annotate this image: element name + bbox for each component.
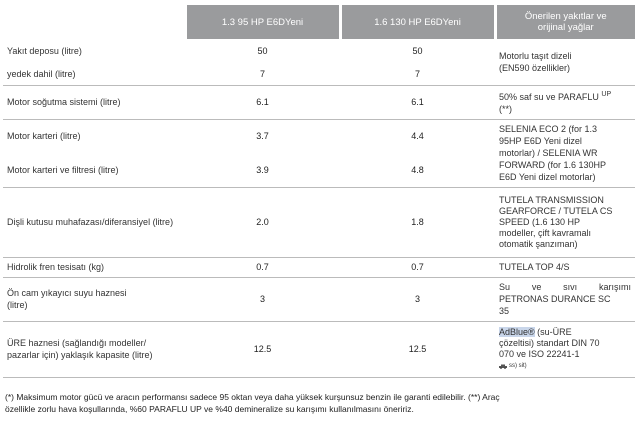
rec-washer (495, 277, 635, 321)
rec-gearbox (495, 187, 635, 257)
rec-urea-line1-rest: (su-ÜRE (534, 326, 572, 337)
value-1-6: 50 (412, 46, 423, 56)
capacities-table (3, 5, 635, 378)
value-1-6: 7 (340, 63, 495, 85)
header-recommended-line2: orijinal yağlar (537, 22, 594, 33)
value-1-3: 3 (185, 277, 340, 321)
value-1-3: 3.7 (256, 131, 269, 142)
value-1-3: 7 (185, 63, 340, 85)
row-label: Motor karteri ve filtresi (litre) (3, 153, 185, 187)
table-row (3, 321, 635, 377)
rec-oil-line3: motorlar) / SELENIA WR (499, 148, 598, 158)
rec-urea-small (499, 361, 527, 372)
footnote (5, 391, 633, 415)
value-1-6: 4.4 (411, 131, 424, 142)
rec-gear-line3: SPEED (1.6 130 HP (499, 216, 581, 227)
car-icon (499, 364, 507, 369)
rec-washer-line1: Su ve sıvı karışımı (499, 282, 631, 292)
row-label-line1: Ön cam yıkayıcı suyu haznesi (7, 288, 127, 298)
rec-urea-line2: çözeltisi) standart DIN 70 (499, 337, 600, 348)
rec-coolant-main: 50% saf su ve PARAFLU (499, 92, 599, 102)
row-label-line1: ÜRE haznesi (sağlandığı modeller/ (7, 338, 147, 348)
value-1-3: 6.1 (185, 85, 340, 119)
row-label: yedek dahil (litre) (3, 63, 185, 85)
header-recommended (495, 5, 635, 39)
row-label: Motor karteri (litre) (7, 131, 81, 142)
header-col-1-6: 1.6 130 HP E6DYeni (340, 5, 495, 39)
rec-fuel-line1: Motorlu taşıt dizeli (499, 50, 572, 61)
rec-fuel-line2: (EN590 özellikler) (499, 62, 571, 73)
value-1-6: 3 (340, 277, 495, 321)
table-row (3, 257, 635, 277)
value-1-6: 4.8 (340, 153, 495, 187)
table-row (3, 119, 635, 153)
row-label (3, 321, 185, 377)
row-label-line2: (litre) (7, 300, 28, 310)
rec-gear-line4: modeller, çift kavramalı (499, 227, 592, 238)
table-row (3, 277, 635, 321)
row-label-line2: pazarlar için) yaklaşık kapasite (litre) (7, 350, 153, 360)
rec-urea-small-text: ss) sit) (509, 362, 527, 369)
rec-gear-line1: TUTELA TRANSMISSION (499, 194, 604, 205)
rec-coolant-note: (**) (499, 104, 512, 114)
value-1-6: 12.5 (340, 321, 495, 377)
value-1-3: 2.0 (185, 187, 340, 257)
rec-coolant (495, 85, 635, 119)
rec-urea-line3: 070 ve ISO 22241-1 (499, 348, 580, 359)
rec-engine-oil (495, 119, 635, 187)
row-label: Yakıt deposu (litre) (7, 46, 82, 56)
value-1-6: 1.8 (340, 187, 495, 257)
row-label: Motor soğutma sistemi (litre) (3, 85, 185, 119)
table-row (3, 85, 635, 119)
value-1-3: 0.7 (185, 257, 340, 277)
rec-urea (495, 321, 635, 377)
rec-gear-line5: otomatik şanzıman) (499, 238, 578, 249)
table-row (3, 187, 635, 257)
row-label (3, 277, 185, 321)
rec-washer-line2: PETRONAS DURANCE SC (499, 294, 611, 304)
rec-oil-line5: E6D Yeni dizel motorlar) (499, 172, 596, 182)
rec-oil-line4: FORWARD (for 1.6 130HP (499, 160, 607, 170)
value-1-3: 50 (257, 46, 268, 56)
value-1-6: 0.7 (340, 257, 495, 277)
header-col-1-3: 1.3 95 HP E6DYeni (185, 5, 340, 39)
rec-brake: TUTELA TOP 4/S (495, 257, 635, 277)
rec-gear-line2: GEARFORCE / TUTELA CS (499, 205, 613, 216)
rec-urea-highlight: AdBlue® (499, 326, 535, 337)
value-1-3: 12.5 (185, 321, 340, 377)
header-blank (3, 5, 185, 39)
table-row (3, 39, 635, 63)
row-label: Hidrolik fren tesisatı (kg) (3, 257, 185, 277)
footnote-line1: (*) Maksimum motor gücü ve aracın performansı sadece 95 oktan veya daha yüksek kurşunsuz benzin ile garanti edilebilir. (**) Araç (5, 392, 500, 402)
table-header (3, 5, 635, 39)
rec-fuel (495, 39, 635, 85)
footnote-line2: özellikle zorlu hava koşullarında, %60 PARAFLU UP ve %40 demineralize su karışımı kullanılmasını öneririz. (5, 404, 414, 414)
rec-oil-line2: 95HP E6D Yeni dizel (499, 136, 582, 146)
rec-washer-line3: 35 (499, 306, 510, 316)
rec-coolant-sup: UP (601, 91, 612, 98)
rec-oil-line1: SELENIA ECO 2 (for 1.3 (499, 124, 598, 134)
header-recommended-line1: Önerilen yakıtlar ve (524, 11, 607, 22)
value-1-3: 3.9 (185, 153, 340, 187)
row-label: Dişli kutusu muhafazası/diferansiyel (litre) (3, 187, 185, 257)
value-1-6: 6.1 (340, 85, 495, 119)
